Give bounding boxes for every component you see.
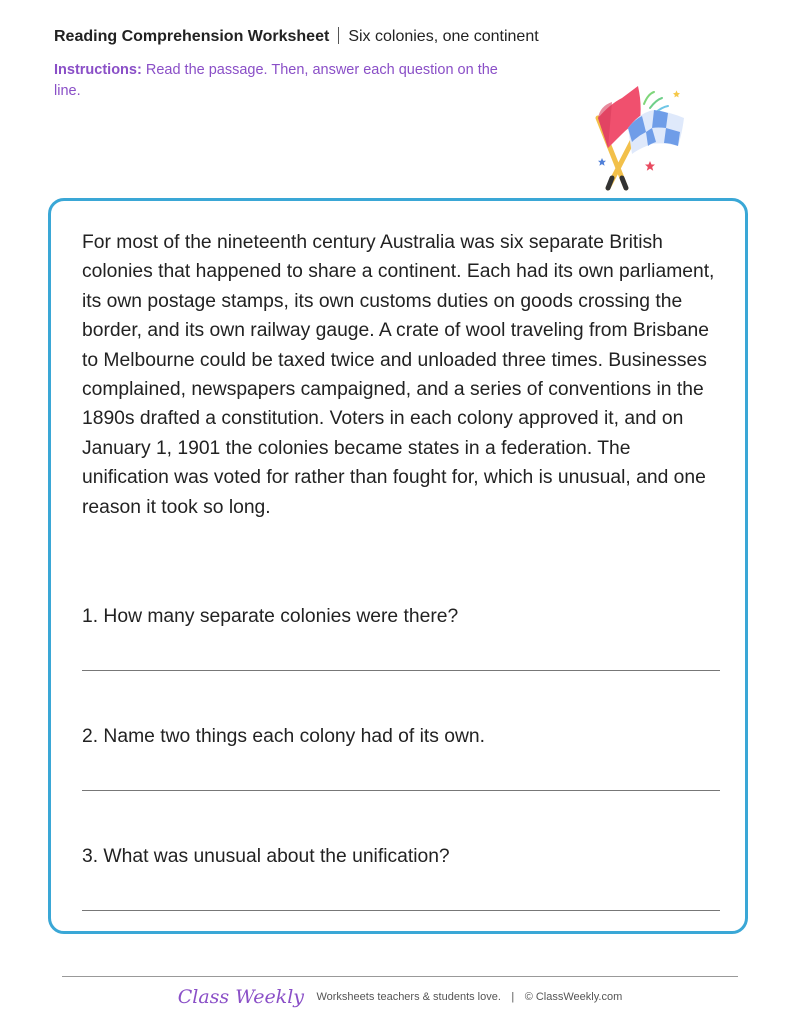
crossed-flags-icon	[582, 82, 692, 194]
answer-line-2[interactable]	[82, 790, 720, 791]
worksheet-title: Reading Comprehension Worksheet	[54, 28, 330, 45]
instructions-text: Read the passage. Then, answer each question on the line.	[54, 62, 498, 99]
worksheet-subtitle: Six colonies, one continent	[348, 28, 539, 45]
instructions-label: Instructions:	[54, 62, 142, 78]
footer-separator: |	[511, 991, 515, 1003]
page-header	[54, 27, 539, 46]
answer-line-3[interactable]	[82, 910, 720, 911]
footer-divider	[62, 976, 738, 977]
footer-tagline: Worksheets teachers & students love.	[316, 991, 501, 1003]
footer-copyright: © ClassWeekly.com	[524, 991, 623, 1003]
page-footer	[0, 986, 800, 1008]
question-3: 3. What was unusual about the unification?	[82, 846, 450, 867]
reading-passage: For most of the nineteenth century Australia was six separate British colonies that happened to share a continent. Each had its own parliament, its own postage stamps, its own customs duties on goods crossing the border, and its own railway gauge. A crate of wool traveling from Brisbane to Melbourne could be taxed twice and unloaded three times. Businesses complained, newspapers campaigned, and a series of conventions in the 1890s drafted a constitution. Voters in each colony approved it, and on January 1, 1901 the colonies became states in a federation. The unification was voted for rather than fought for, which is unusual, and one reason it took so long.	[82, 232, 715, 518]
question-2: 2. Name two things each colony had of its own.	[82, 726, 485, 747]
answer-line-1[interactable]	[82, 670, 720, 671]
question-1: 1. How many separate colonies were there?	[82, 606, 459, 627]
passage-card	[48, 198, 748, 934]
header-divider	[338, 27, 339, 44]
instructions	[54, 60, 514, 102]
brand-logo: Class Weekly	[177, 986, 305, 1008]
